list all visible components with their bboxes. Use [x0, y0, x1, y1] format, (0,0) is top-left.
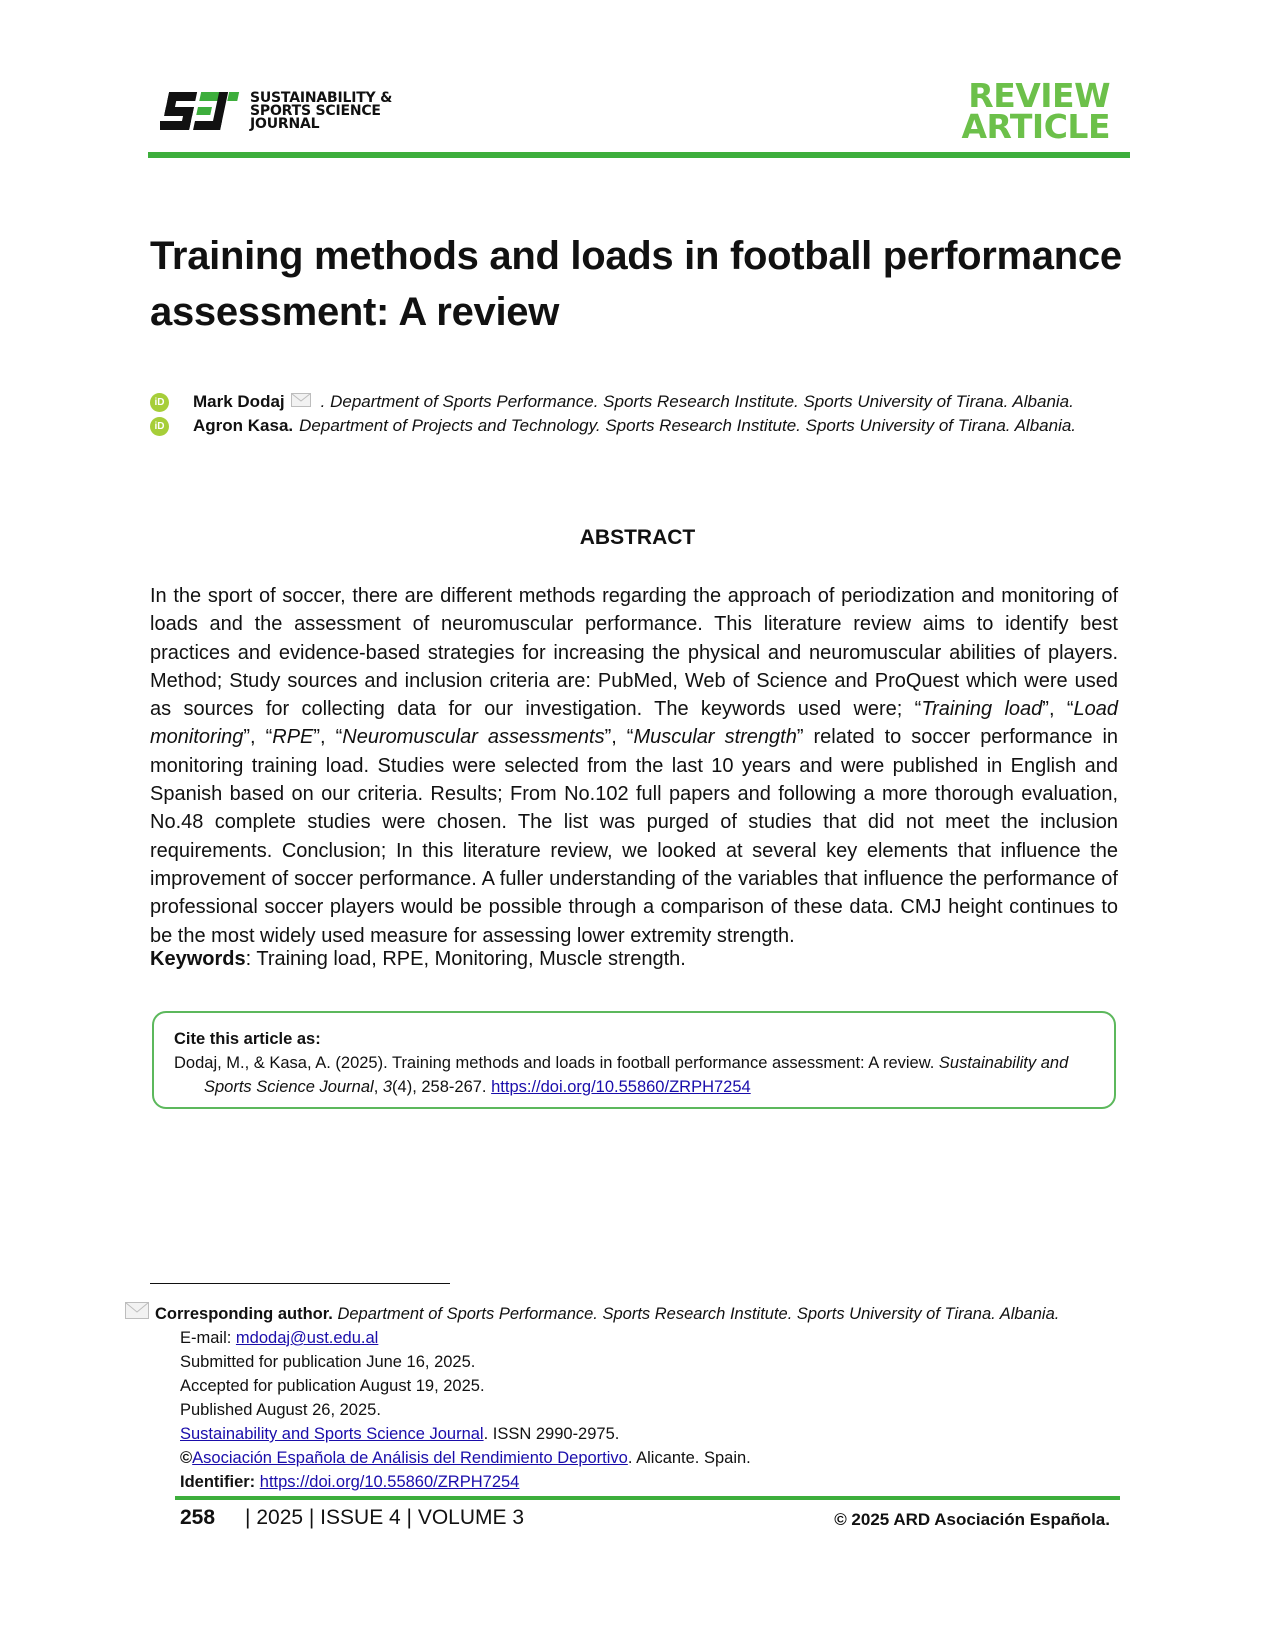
- abstract-heading: ABSTRACT: [579, 526, 696, 549]
- corresponding-label: Corresponding author.: [155, 1305, 333, 1323]
- author-separator: .: [320, 392, 331, 411]
- header-divider: [148, 152, 1130, 158]
- corresponding-affiliation: Department of Sports Performance. Sports Research Institute. Sports University of Tirana. Albania.: [337, 1305, 1060, 1323]
- envelope-icon: [291, 392, 311, 412]
- abstract-segment: ” related to soccer performance in monitoring training load. Studies were selected from the last 10 years and were published in English and Spanish based on our criteria. Results; From No.102 full papers and following a more thorough evaluation, No.48 complete studies were chosen. The list was purged of studies that did not meet the inclusion requirements. Conclusion; In this literature review, we looked at several key elements that influence the improvement of soccer performance. A fuller understanding of the variables that influence the performance of professional soccer players would be possible through a comparison of these data. CMJ height continues to be the most widely used measure for assessing lower extremity strength.: [150, 726, 1119, 947]
- identifier-doi-link[interactable]: https://doi.org/10.55860/ZRPH7254: [259, 1473, 520, 1491]
- email-label: E-mail:: [180, 1329, 236, 1347]
- copyright-symbol: ©: [180, 1449, 193, 1467]
- abstract-segment: In the sport of soccer, there are different methods regarding the approach of periodization and monitoring of loads and the assessment of neuromuscular performance. This literature review aims to identify best practices and evidence-based strategies for increasing the physical and neuromuscular abilities of players. Method; Study sources and inclusion criteria are: PubMed, Web of Science and ProQuest which were used as sources for collecting data for our investigation. The keywords used were; “: [150, 585, 1118, 721]
- identifier-line: [125, 1470, 1125, 1494]
- article-title: Training methods and loads in football performance assessment: A review: [150, 234, 1122, 334]
- abstract-keyword: Training load: [921, 698, 1043, 721]
- journal-logo: [160, 88, 392, 134]
- abstract-segment: ”, “: [1042, 698, 1074, 721]
- footer-divider: [175, 1496, 1120, 1500]
- citation-journal: Sustainability and Sports Science Journal: [204, 1054, 1069, 1096]
- author-affiliation: [321, 392, 1074, 412]
- ssj-logo-icon: [160, 88, 246, 134]
- email-line: [125, 1326, 1125, 1350]
- journal-name: [250, 89, 393, 132]
- ssj-logo-mark: [160, 88, 246, 134]
- author-name: Mark Dodaj: [193, 392, 285, 411]
- author-affiliation: Department of Projects and Technology. Sports Research Institute. Sports University of Tirana. Albania.: [299, 416, 1077, 435]
- published-date: Published August 26, 2025.: [180, 1401, 381, 1419]
- keywords-line: [150, 948, 1118, 971]
- orcid-icon[interactable]: iD: [150, 417, 169, 436]
- abstract-keyword: Neuromuscular assessments: [342, 726, 605, 749]
- abstract-segment: ”, “: [313, 726, 343, 749]
- abstract-keyword: Load monitoring: [150, 698, 1118, 749]
- journal-issn-line: [125, 1422, 1125, 1446]
- citation-segment: Dodaj, M., & Kasa, A. (2025). Training methods and loads in football performance assessment: A review.: [174, 1054, 939, 1072]
- footer-copyright: © 2025 ARD Asociación Española.: [834, 1510, 1110, 1529]
- footer-left: [180, 1506, 524, 1530]
- association-link[interactable]: Asociación Española de Análisis del Rendimiento Deportivo: [192, 1449, 628, 1467]
- journal-name-line: JOURNAL: [250, 115, 320, 132]
- copyright-line: [125, 1446, 1125, 1470]
- envelope-icon: [125, 1302, 149, 1326]
- article-type-label: [961, 76, 1110, 146]
- identifier-label: Identifier:: [180, 1473, 256, 1491]
- author-row: [150, 390, 1140, 414]
- author-row: [150, 414, 1140, 438]
- author-list: [150, 390, 1140, 438]
- abstract-keyword: Muscular strength: [633, 726, 797, 749]
- submitted-date: Submitted for publication June 16, 2025.: [180, 1353, 476, 1371]
- corresponding-author-line: [125, 1302, 1125, 1326]
- abstract-segment: ”, “: [604, 726, 634, 749]
- article-type-line: ARTICLE: [961, 107, 1110, 146]
- footnote-divider: [150, 1283, 450, 1284]
- abstract-text: [150, 582, 1118, 950]
- author-name: Agron Kasa.: [193, 416, 294, 435]
- citation-doi-link[interactable]: https://doi.org/10.55860/ZRPH7254: [491, 1078, 751, 1096]
- citation-volume: 3: [382, 1078, 393, 1096]
- journal-link[interactable]: Sustainability and Sports Science Journal: [180, 1425, 484, 1443]
- citation-segment: (4), 258-267.: [392, 1078, 492, 1096]
- issn-text: . ISSN 2990-2975.: [483, 1425, 620, 1443]
- email-link[interactable]: mdodaj@ust.edu.al: [235, 1329, 379, 1347]
- citation-segment: ,: [373, 1078, 383, 1096]
- author-affiliation-text: Department of Sports Performance. Sports Research Institute. Sports University of Tirana. Albania.: [330, 392, 1074, 411]
- accepted-date: Accepted for publication August 19, 2025.: [180, 1377, 485, 1395]
- location-text: . Alicante. Spain.: [627, 1449, 751, 1467]
- keywords-text: : Training load, RPE, Monitoring, Muscle strength.: [245, 948, 686, 970]
- keywords-label: Keywords: [150, 948, 246, 970]
- article-type-line: REVIEW: [968, 76, 1110, 115]
- journal-name-line: SPORTS SCIENCE: [250, 102, 381, 119]
- issue-info: | 2025 | ISSUE 4 | VOLUME 3: [245, 1506, 525, 1529]
- page-number: 258: [180, 1506, 216, 1529]
- citation-box: [152, 1011, 1116, 1109]
- abstract-keyword: RPE: [272, 726, 314, 749]
- abstract-segment: ”, “: [243, 726, 273, 749]
- journal-name-line: SUSTAINABILITY &: [250, 89, 393, 106]
- citation-text: [174, 1051, 1094, 1099]
- orcid-icon[interactable]: iD: [150, 393, 169, 412]
- citation-heading: Cite this article as:: [174, 1030, 321, 1048]
- footnote: [125, 1302, 1125, 1494]
